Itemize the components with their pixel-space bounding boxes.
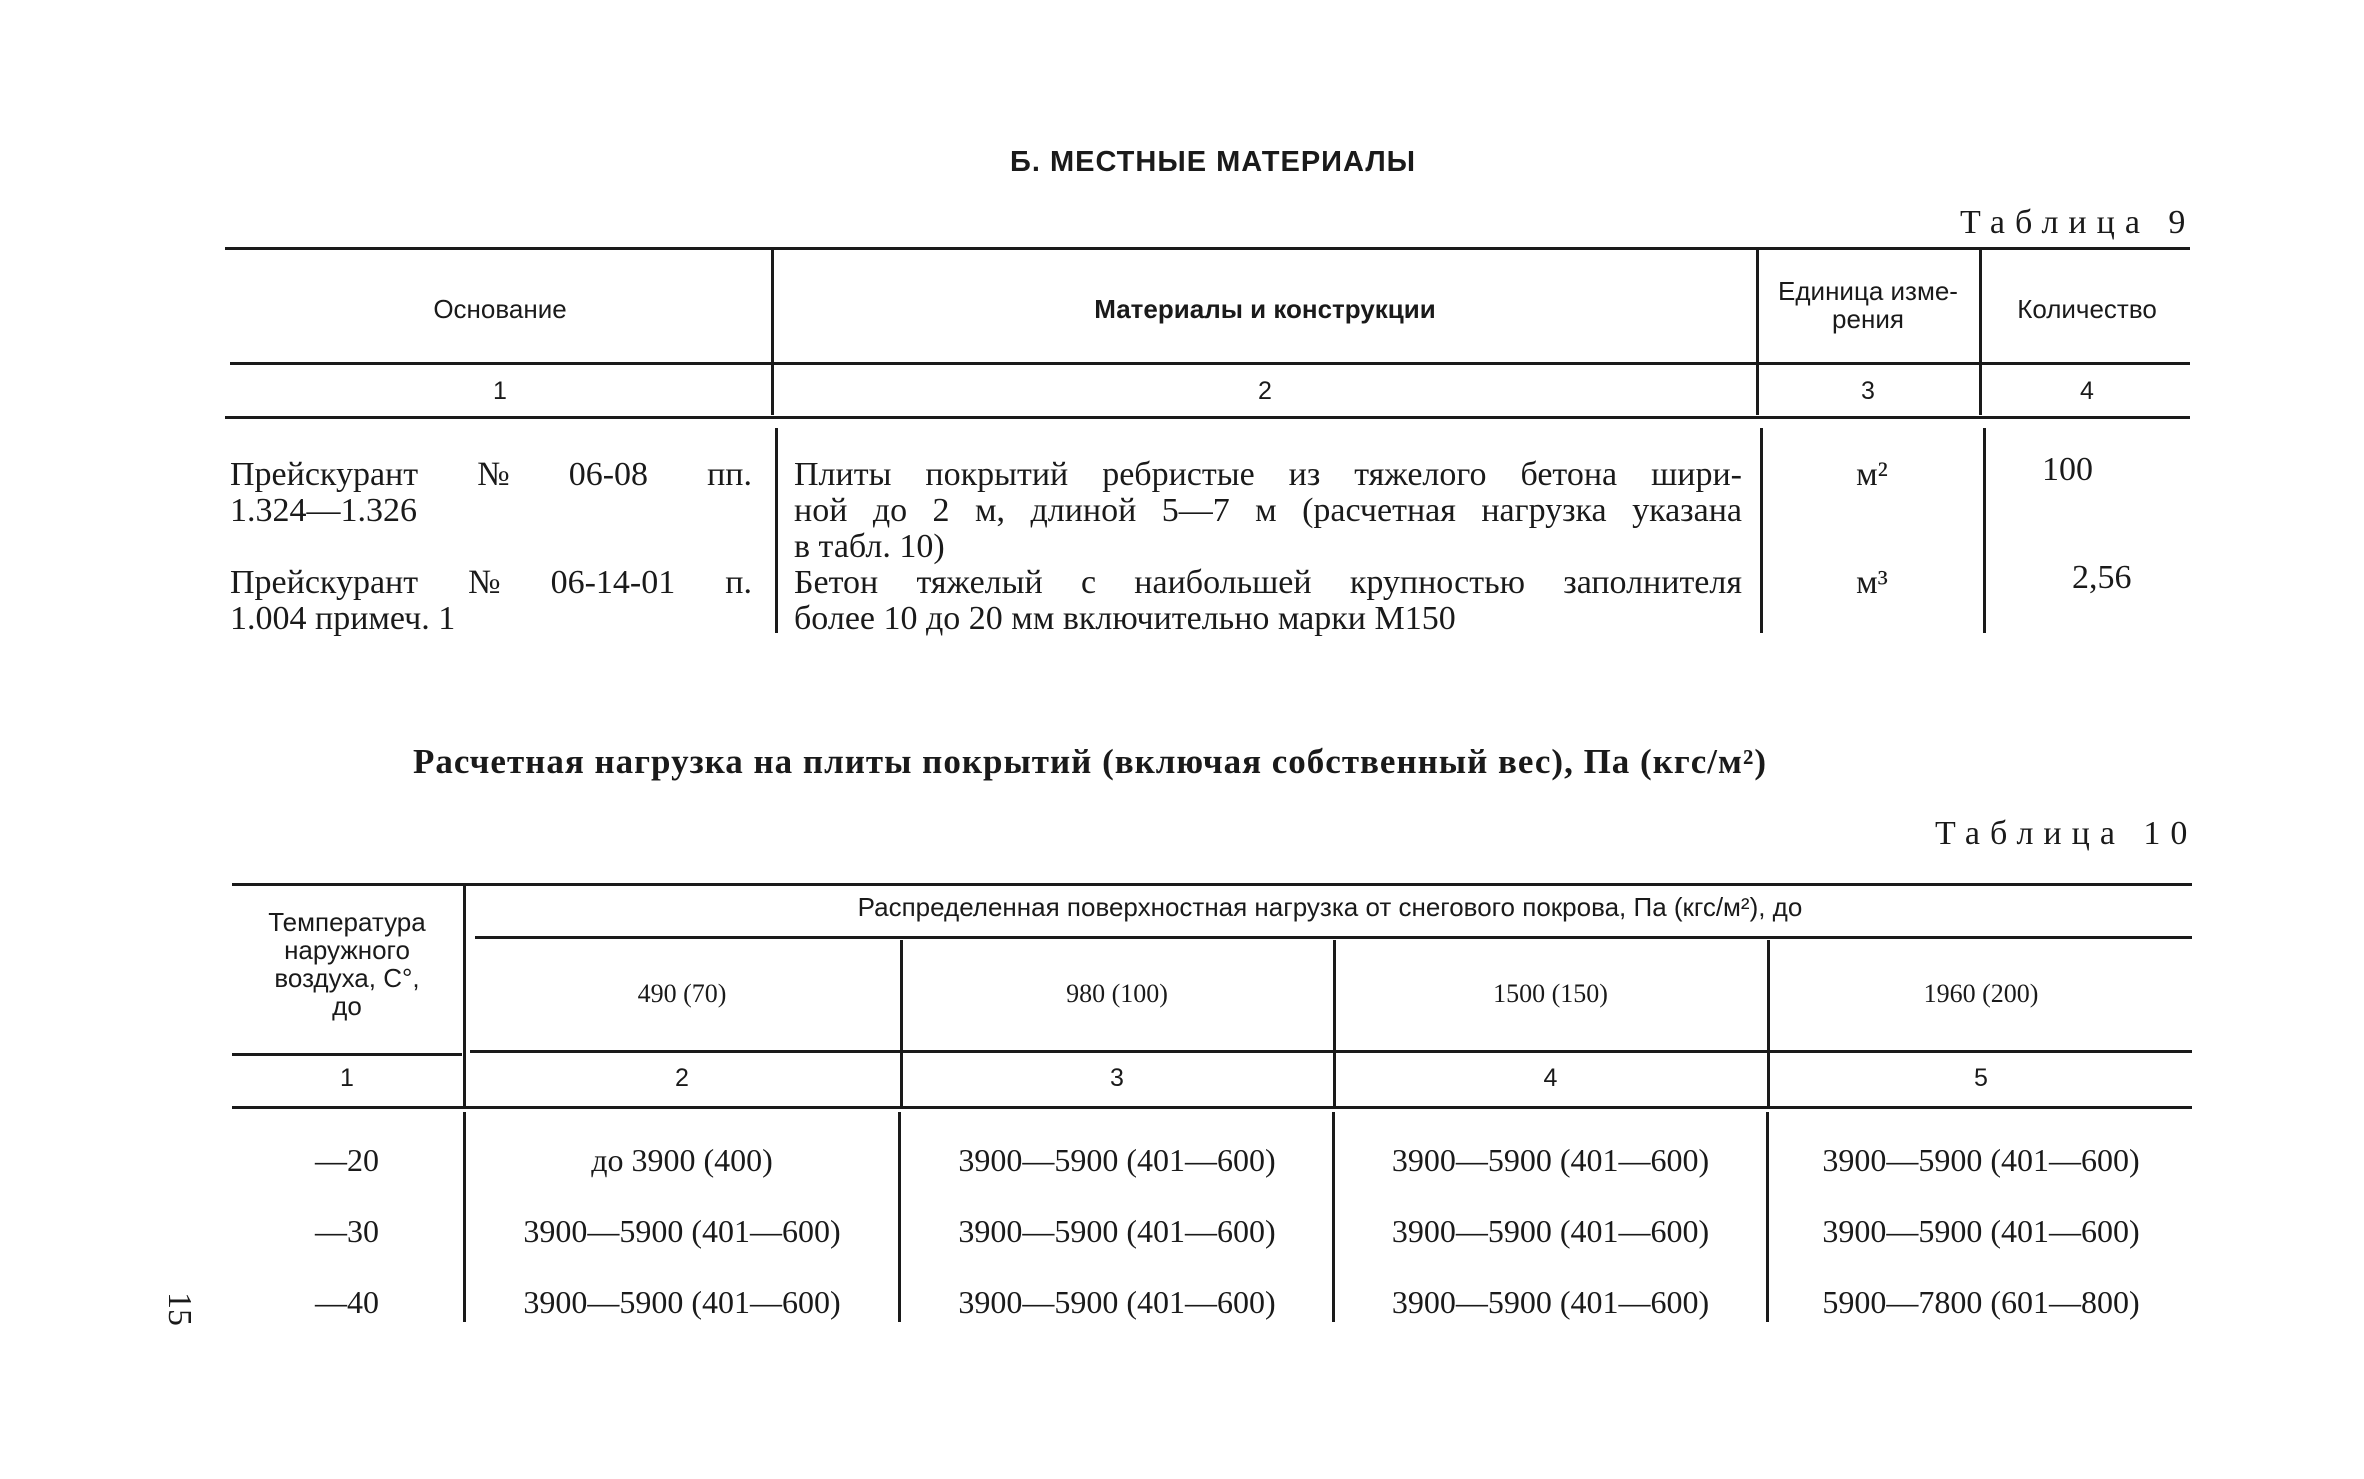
material-line: в табл. 10) [794,528,945,565]
basis-number-sign: № [468,564,501,601]
section-title: Б. МЕСТНЫЕ МАТЕРИАЛЫ [1010,146,1417,178]
basis-items: 1.324—1.326 [230,492,417,529]
table9-row1-material [794,457,1742,565]
material-line: ной до 2 м, длиной 5—7 м (расчетная нагрузка указана [794,492,1742,529]
table9-caption: Таблица 9 [1960,204,2196,241]
table9-row2-basis [230,565,752,637]
table10-colnum-4: 4 [1543,1064,1558,1092]
table10-colnum-1: 1 [340,1064,354,1092]
table10-row1-load-4: 3900—5900 (401—600) [1822,1142,2140,1178]
temp-header-line: Температура [268,907,426,937]
table9-row1-quantity: 100 [2042,451,2093,488]
table10-row3-load-3: 3900—5900 (401—600) [1391,1284,1710,1320]
material-line: Бетон тяжелый с наибольшей крупностью заполнителя [794,564,1742,601]
table9-colnum-4: 4 [2080,377,2094,405]
basis-number-sign: № [477,456,510,493]
table10-header-temperature [232,908,462,1020]
basis-code: 06-14-01 [550,564,676,601]
table10-row1-load-1: до 3900 (400) [591,1142,773,1178]
material-line: Плиты покрытий ребристые из тяжелого бетона шири- [794,456,1742,493]
table9-header-unit: Единица изме- рения [1778,276,1958,334]
table10-row2-load-3: 3900—5900 (401—600) [1391,1213,1710,1249]
table10-colnum-3: 3 [1110,1064,1124,1092]
basis-word: Прейскурант [230,564,419,601]
table9-colnum-1: 1 [493,377,507,405]
basis-code: 06-08 [568,456,649,493]
table10-row3-load-1: 3900—5900 (401—600) [523,1284,841,1320]
table9-row2-unit: м³ [1856,564,1888,601]
table9-row1-unit: м² [1856,456,1888,493]
table9-row2-material [794,565,1742,637]
table10-row2-load-1: 3900—5900 (401—600) [523,1213,841,1249]
table9-header-quantity: Количество [2017,294,2157,324]
table10-header-load-490: 490 (70) [637,979,727,1008]
table9-header-basis: Основание [433,294,567,324]
material-line: более 10 до 20 мм включительно марки М150 [794,600,1456,637]
basis-items-abbr: пп. [707,456,752,493]
table10-header-load-1960: 1960 (200) [1923,979,2039,1008]
basis-items: 1.004 примеч. 1 [230,600,456,637]
basis-items-abbr: п. [725,564,752,601]
table10-row2-load-4: 3900—5900 (401—600) [1822,1213,2140,1249]
page-number: 15 [161,1292,198,1326]
table10-colnum-2: 2 [675,1064,689,1092]
table10-row3-temp: —40 [315,1284,379,1320]
table9-colnum-2: 2 [1258,377,1272,405]
table10-title: Расчетная нагрузка на плиты покрытий (включая собственный вес), Па (кгс/м²) [412,742,1768,781]
table10-row2-load-2: 3900—5900 (401—600) [958,1213,1276,1249]
temp-header-line: наружного [284,935,410,965]
temp-header-line: до [332,991,362,1021]
table9-header-materials: Материалы и конструкции [1094,294,1436,324]
table10-row3-load-2: 3900—5900 (401—600) [958,1284,1276,1320]
table10-row1-load-3: 3900—5900 (401—600) [1391,1142,1710,1178]
table10-caption: Таблица 10 [1935,815,2198,852]
temp-header-line: воздуха, С°, [274,963,420,993]
table9-colnum-3: 3 [1861,377,1875,405]
table9-row2-quantity: 2,56 [2072,559,2132,596]
table9-row1-basis [230,457,752,529]
table10-colnum-5: 5 [1974,1064,1988,1092]
table10-row3-load-4: 5900—7800 (601—800) [1822,1284,2140,1320]
table10-row2-temp: —30 [315,1213,379,1249]
table10-header-load-980: 980 (100) [1066,979,1168,1008]
table10-header-load-1500: 1500 (150) [1493,979,1608,1008]
table10-header-load-group: Распределенная поверхностная нагрузка от снегового покрова, Па (кгс/м²), до [857,892,1803,922]
table10-row1-load-2: 3900—5900 (401—600) [958,1142,1276,1178]
basis-word: Прейскурант [230,456,419,493]
table10-row1-temp: —20 [315,1142,379,1178]
